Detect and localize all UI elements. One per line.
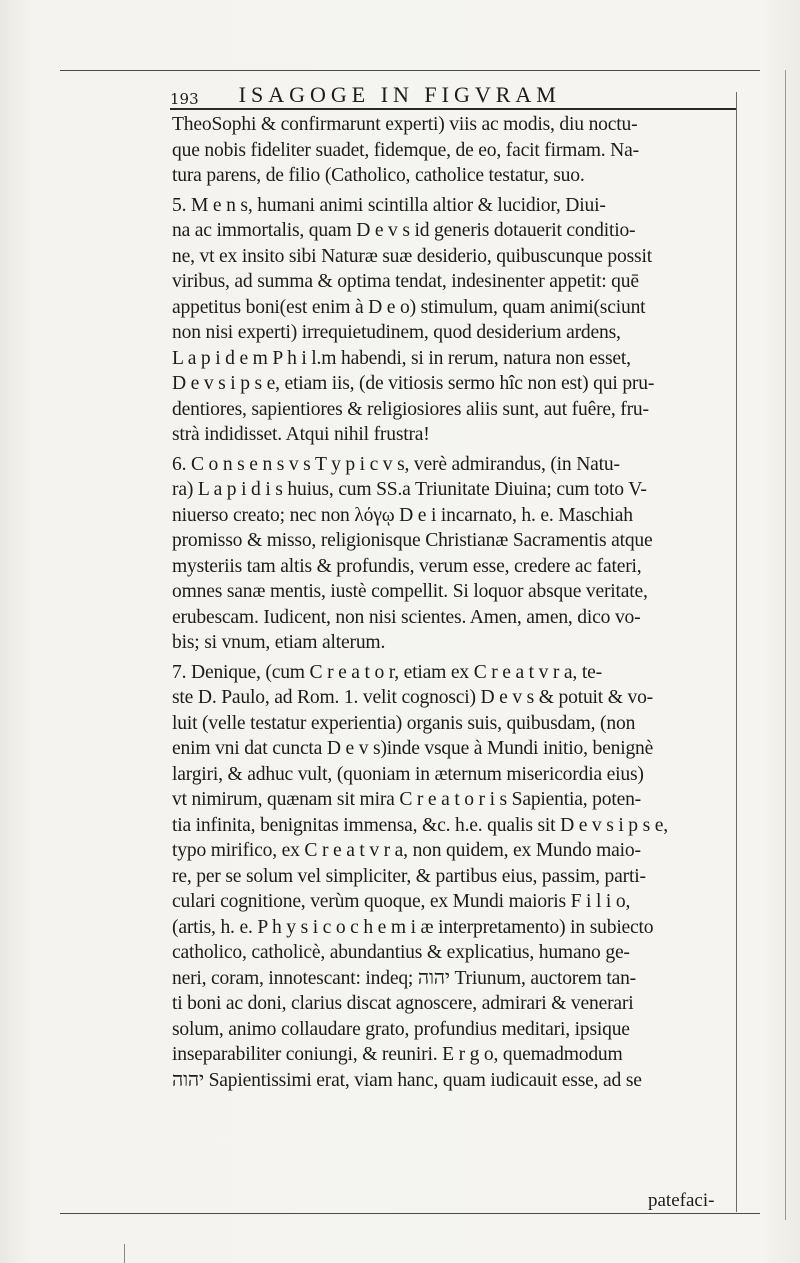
text-line: יהוה Sapientissimi erat, viam hanc, quam iudicauit esse, ad se: [172, 1069, 642, 1091]
page-header: [170, 80, 730, 108]
text-line: 5. M e n s, humani animi scintilla altior & lucidior, Diui-: [172, 194, 606, 216]
text-line: erubescam. Iudicent, non nisi scientes. Amen, amen, dico vo-: [172, 606, 641, 628]
text-line: enim vni dat cuncta D e v s)inde vsque à Mundi initio, benignè: [172, 738, 654, 759]
text-line: L a p i d e m P h i l.m habendi, si in rerum, natura non esset,: [172, 347, 631, 369]
page-edge-line: [785, 70, 786, 1220]
text-line: largiri, & adhuc vult, (quoniam in æternum misericordia eius): [172, 763, 644, 785]
margin-mark: [124, 1244, 131, 1263]
page-number: 193: [170, 90, 199, 108]
text-line: mysteriis tam altis & profundis, verum esse, credere ac fateri,: [172, 555, 642, 577]
text-line: 6. C o n s e n s v s T y p i c v s, verè admirandus, (in Natu-: [172, 453, 620, 475]
text-line: non nisi experti) irrequietudinem, quod desiderium ardens,: [172, 322, 621, 343]
text-line: D e v s i p s e, etiam iis, (de vitiosis sermo hîc non est) qui pru-: [172, 373, 655, 394]
running-title: ISAGOGE IN FIGVRAM: [238, 82, 561, 107]
text-line: ste D. Paulo, ad Rom. 1. velit cognosci) D e v s & potuit & vo-: [172, 687, 654, 708]
text-line: ti boni ac doni, clarius discat agnoscere, admirari & venerari: [172, 993, 634, 1014]
text-line: na ac immortalis, quam D e v s id generis dotauerit conditio-: [172, 220, 636, 241]
text-line: catholico, catholicè, abundantius & explicatius, humano ge-: [172, 942, 630, 963]
text-line: tia infinita, benignitas immensa, &c. h.e. qualis sit D e v s i p s e,: [172, 814, 668, 836]
text-line: typo mirifico, ex C r e a t v r a, non quidem, ex Mundo maio-: [172, 840, 641, 861]
text-line: ne, vt ex insito sibi Naturæ suæ desiderio, quibuscunque possit: [172, 245, 652, 267]
text-line: solum, animo collaudare grato, profundius meditari, ipsique: [172, 1018, 630, 1040]
text-line: que nobis fideliter suadet, fidemque, de eo, facit firmam. Na-: [172, 139, 639, 161]
bottom-rule: [60, 1213, 760, 1214]
text-line: neri, coram, innotescant: indeq; יהוה Triunum, auctorem tan-: [172, 967, 637, 989]
text-line: culari cognitione, verùm quoque, ex Mundi maioris F i l i o,: [172, 891, 631, 912]
text-line: inseparabiliter coniungi, & reuniri. E r g o, quemadmodum: [172, 1044, 623, 1065]
text-line: (artis, h. e. P h y s i c o c h e m i æ interpretamento) in subiecto: [172, 916, 654, 938]
body-text: [172, 112, 738, 1093]
text-line: dentiores, sapientiores & religiosiores aliis sunt, aut fuêre, fru-: [172, 398, 649, 420]
text-line: vt nimirum, quænam sit mira C r e a t o r i s Sapientia, poten-: [172, 789, 642, 810]
text-line: omnes sanæ mentis, iustè compellit. Si loquor absque veritate,: [172, 581, 648, 602]
header-rule: [170, 108, 736, 110]
text-line: strà indidisset. Atqui nihil frustra!: [172, 424, 430, 445]
text-line: 7. Denique, (cum C r e a t o r, etiam ex C r e a t v r a, te-: [172, 661, 602, 683]
text-line: promisso & misso, religionisque Christianæ Sacramentis atque: [172, 530, 653, 551]
top-rule: [60, 70, 760, 71]
text-line: luit (velle testatur experientia) organis suis, quibusdam, (non: [172, 712, 636, 734]
catchword: patefaci-: [648, 1190, 715, 1211]
text-line: viribus, ad summa & optima tendat, indesinenter appetit: quē: [172, 271, 639, 292]
text-line: TheoSophi & confirmarunt experti) viis ac modis, diu noctu-: [172, 114, 638, 135]
text-line: ra) L a p i d i s huius, cum SS.a Triunitate Diuina; cum toto V-: [172, 479, 647, 500]
text-line: re, per se solum vel simpliciter, & partibus eius, passim, parti-: [172, 865, 646, 887]
text-line: appetitus boni(est enim à D e o) stimulum, quam animi(sciunt: [172, 296, 646, 318]
text-line: bis; si vnum, etiam alterum.: [172, 632, 386, 653]
text-line: niuerso creato; nec non λόγῳ D e i incarnato, h. e. Maschiah: [172, 504, 633, 526]
text-line: tura parens, de filio (Catholico, catholice testatur, suo.: [172, 165, 585, 186]
